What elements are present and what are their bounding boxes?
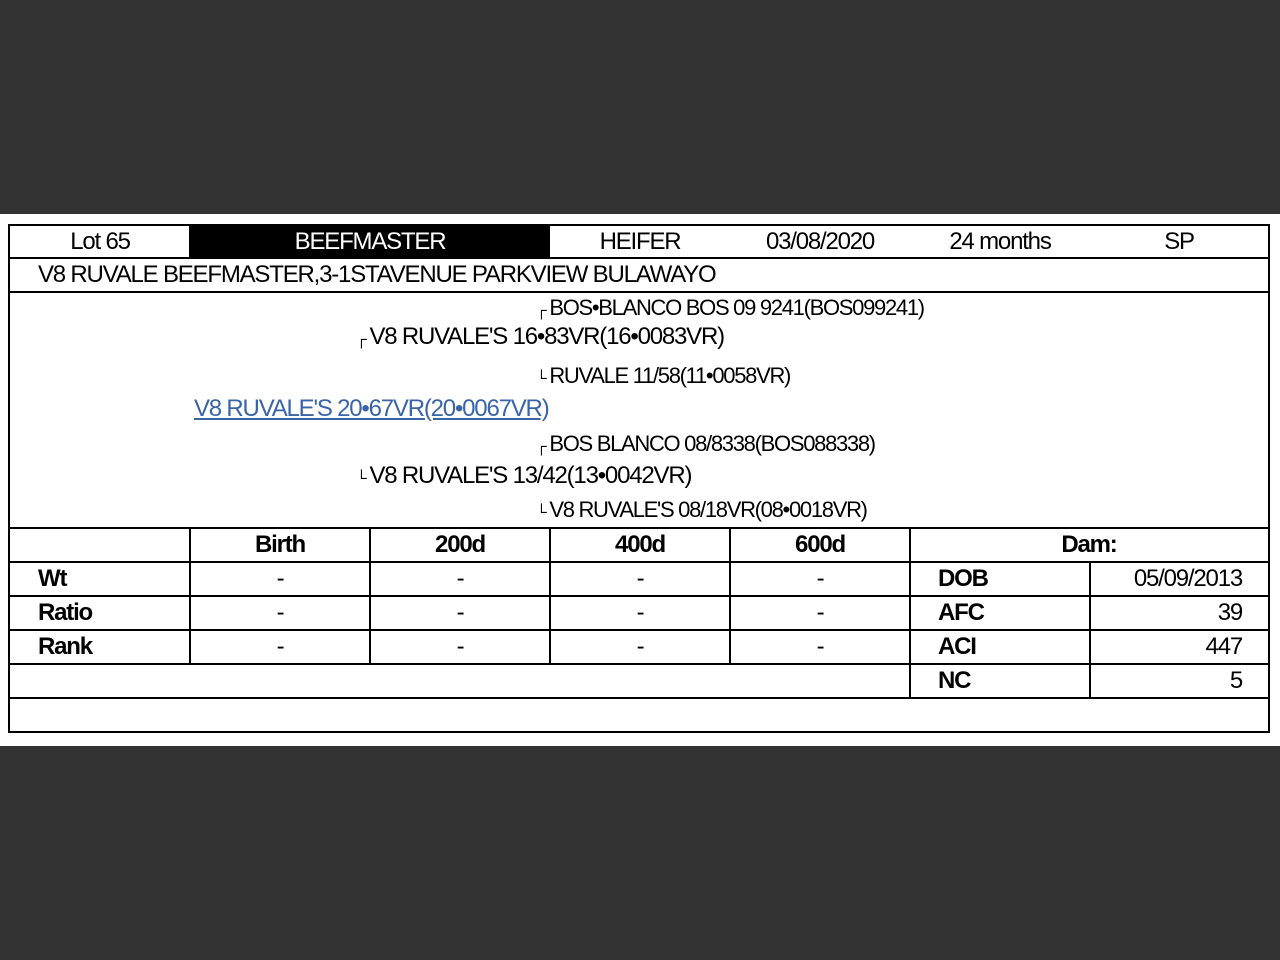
pedigree-sire-sire: ┌ BOS•BLANCO BOS 09 9241(BOS099241) xyxy=(536,295,924,320)
date-label: 03/08/2020 xyxy=(765,228,875,255)
cell-value: - xyxy=(636,599,644,626)
bracket-icon: └ xyxy=(536,370,546,387)
col-200d: 200d xyxy=(435,531,485,558)
cell-value: - xyxy=(456,599,464,626)
bracket-icon: └ xyxy=(356,470,366,487)
breeder-address: V8 RUVALE BEEFMASTER,3-1STAVENUE PARKVIEW BULAWAYO xyxy=(38,261,716,288)
cell-value: - xyxy=(276,633,284,660)
col-birth: Birth xyxy=(255,531,305,558)
cell-value: - xyxy=(816,565,824,592)
cell-value: - xyxy=(636,565,644,592)
cell-value: - xyxy=(456,633,464,660)
cell-value: - xyxy=(636,633,644,660)
sex-label: HEIFER xyxy=(599,228,681,255)
dam-value-nc: 5 xyxy=(1229,667,1242,694)
dam-label-afc: AFC xyxy=(938,599,984,626)
pedigree-dam-dam: └ V8 RUVALE'S 08/18VR(08•0018VR) xyxy=(536,497,867,522)
col-600d: 600d xyxy=(795,531,845,558)
breed-label: BEEFMASTER xyxy=(190,226,550,258)
dam-label-aci: ACI xyxy=(938,633,976,660)
pedigree-sire-dam: └ RUVALE 11/58(11•0058VR) xyxy=(536,363,791,388)
pedigree-animal-link[interactable]: V8 RUVALE'S 20•67VR(20•0067VR) xyxy=(194,395,549,422)
dam-label-nc: NC xyxy=(938,667,971,694)
cell-value: - xyxy=(816,599,824,626)
table-row xyxy=(10,563,1268,595)
table-row xyxy=(10,597,1268,629)
pedigree xyxy=(10,293,1268,527)
age-label: 24 months xyxy=(949,228,1051,255)
performance-header-row xyxy=(10,529,1268,561)
bracket-icon: └ xyxy=(536,504,546,521)
sheet xyxy=(0,214,1280,746)
dam-value-aci: 447 xyxy=(1205,633,1242,660)
dam-title: Dam: xyxy=(1061,531,1117,558)
pedigree-dam-sire: ┌ BOS BLANCO 08/8338(BOS088338) xyxy=(536,431,875,456)
bracket-icon: ┌ xyxy=(356,331,366,348)
header-row xyxy=(10,226,1268,258)
lot-card xyxy=(8,224,1270,733)
cell-value: - xyxy=(456,565,464,592)
code-label: SP xyxy=(1164,228,1194,255)
col-400d: 400d xyxy=(615,531,665,558)
dam-value-afc: 39 xyxy=(1217,599,1242,626)
cell-value: - xyxy=(276,599,284,626)
row-label: Ratio xyxy=(38,599,93,626)
empty-row xyxy=(10,699,1268,731)
breeder-row xyxy=(10,259,1268,291)
dam-value-dob: 05/09/2013 xyxy=(1133,565,1242,592)
row-label: Rank xyxy=(38,633,92,660)
cell-value: - xyxy=(816,633,824,660)
bracket-icon: ┌ xyxy=(536,438,546,455)
table-row xyxy=(10,631,1268,663)
table-row xyxy=(10,665,1268,697)
row-label: Wt xyxy=(38,565,67,592)
lot-number: Lot 65 xyxy=(70,228,130,255)
dam-label-dob: DOB xyxy=(938,565,988,592)
pedigree-dam: └ V8 RUVALE'S 13/42(13•0042VR) xyxy=(356,462,692,489)
cell-value: - xyxy=(276,565,284,592)
pedigree-sire: ┌ V8 RUVALE'S 16•83VR(16•0083VR) xyxy=(356,323,724,350)
bracket-icon: ┌ xyxy=(536,302,546,319)
